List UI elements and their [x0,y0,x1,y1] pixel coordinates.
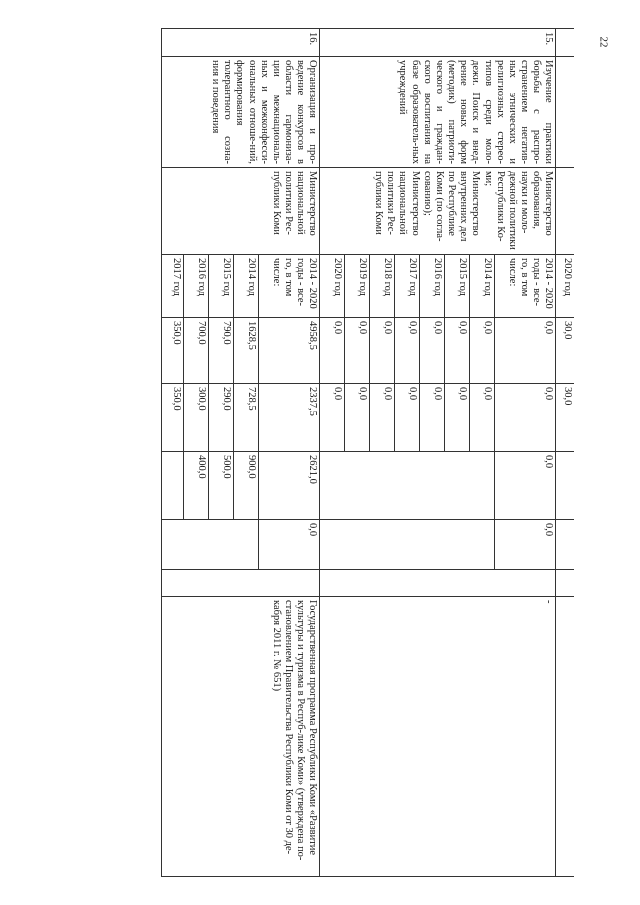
cell-local [370,520,395,570]
cell-program: Государственная программа Республики Коми «Развитие культуры и туризма в Респуб-лике Коми» (утверждена по-становлением Правительства Республики Коми от 30 де-кабря 2011 г. № 651) [162,597,320,877]
cell-local [556,520,574,570]
cell-local [345,520,370,570]
cell-year: 2016 год [184,255,209,318]
cell-total: 0,0 [470,318,495,384]
cell-year: 2020 год [556,255,574,318]
cell-other [162,570,320,597]
measures-table [162,28,575,877]
cell-executors: Министерство национальной политики Рес-публики Коми [162,168,320,255]
document-sheet [96,28,574,876]
cell-federal [445,452,470,520]
cell-year: 2018 год [370,255,395,318]
page-number: 22 [597,36,610,48]
cell-federal: 0,0 [495,452,556,520]
cell-federal [420,452,445,520]
cell-total: 0,0 [420,318,445,384]
cell-year: 2020 год [320,255,345,318]
cell-federal: 900,0 [234,452,259,520]
cell-total: 0,0 [320,318,345,384]
cell-total: 0,0 [370,318,395,384]
cell-regional: 0,0 [345,384,370,452]
cell-federal [320,452,345,520]
cell-local [162,520,184,570]
rotated-table-wrapper [96,28,574,876]
cell-federal [162,452,184,520]
cell-other [556,570,574,597]
cell-local [420,520,445,570]
cell-local [209,520,234,570]
cell-no: 16. [162,29,320,57]
cell-regional: 0,0 [420,384,445,452]
cell-no [556,29,574,57]
table-row [556,29,574,877]
table-row-16 [259,29,320,877]
cell-year: 2015 год [445,255,470,318]
cell-local [445,520,470,570]
cell-regional: 728,5 [234,384,259,452]
cell-year: 2019 год [345,255,370,318]
cell-federal: 400,0 [184,452,209,520]
cell-year: 2015 год [209,255,234,318]
cell-local [184,520,209,570]
cell-federal [470,452,495,520]
cell-regional: 350,0 [162,384,184,452]
cell-regional: 0,0 [445,384,470,452]
cell-regional: 0,0 [395,384,420,452]
cell-name: Организация и про-ведение конкурсов в области гармониза-ции межнациональ-ных и межконфесси-ональных отноше-ний, формирования толерантного созна-ния и поведения [162,57,320,168]
cell-executors: Министерство образования, науки и моло-дежной политики Республики Ко-ми; Министерство внутренних дел по Республике Коми (по согла-сованию); Министерство национальной политики Рес-публики Коми [320,168,556,255]
cell-total: 0,0 [345,318,370,384]
cell-federal [556,452,574,520]
cell-federal [345,452,370,520]
cell-regional: 0,0 [320,384,345,452]
cell-federal: 2621,0 [259,452,320,520]
cell-total: 1628,5 [234,318,259,384]
cell-total: 790,0 [209,318,234,384]
cell-no: 15. [320,29,556,57]
table-row-15 [495,29,556,877]
cell-regional: 2337,5 [259,384,320,452]
cell-total: 30,0 [556,318,574,384]
cell-local: 0,0 [495,520,556,570]
cell-name [556,57,574,168]
cell-year: 2014 год [470,255,495,318]
cell-year: 2017 год [162,255,184,318]
cell-total: 700,0 [184,318,209,384]
cell-regional: 30,0 [556,384,574,452]
cell-regional: 0,0 [495,384,556,452]
cell-other [320,570,556,597]
cell-local [395,520,420,570]
cell-federal [395,452,420,520]
cell-total: 0,0 [395,318,420,384]
cell-total: 350,0 [162,318,184,384]
cell-year: 2014 - 2020 годы - все-го, в том числе: [495,255,556,318]
cell-local [234,520,259,570]
cell-executors [556,168,574,255]
cell-year: 2014 - 2020 годы - все-го, в том числе: [259,255,320,318]
cell-regional: 0,0 [370,384,395,452]
cell-total: 0,0 [445,318,470,384]
cell-local: 0,0 [259,520,320,570]
cell-regional: 300,0 [184,384,209,452]
cell-year: 2016 год [420,255,445,318]
cell-regional: 0,0 [470,384,495,452]
cell-year: 2014 год [234,255,259,318]
cell-regional: 290,0 [209,384,234,452]
cell-year: 2017 год [395,255,420,318]
cell-program: - [320,597,556,877]
cell-name: Изучение практики борьбы с распро-странением негатив-ных этнических и религиозных стерео-типов среди моло-дежи. Поиск и внед-рение новых форм (методик) патриоти-ческого и граждан-ского воспитания на базе образователь-ных учреждений [320,57,556,168]
cell-federal [370,452,395,520]
cell-total: 0,0 [495,318,556,384]
cell-federal: 500,0 [209,452,234,520]
cell-local [320,520,345,570]
cell-program [556,597,574,877]
cell-total: 4958,5 [259,318,320,384]
cell-local [470,520,495,570]
